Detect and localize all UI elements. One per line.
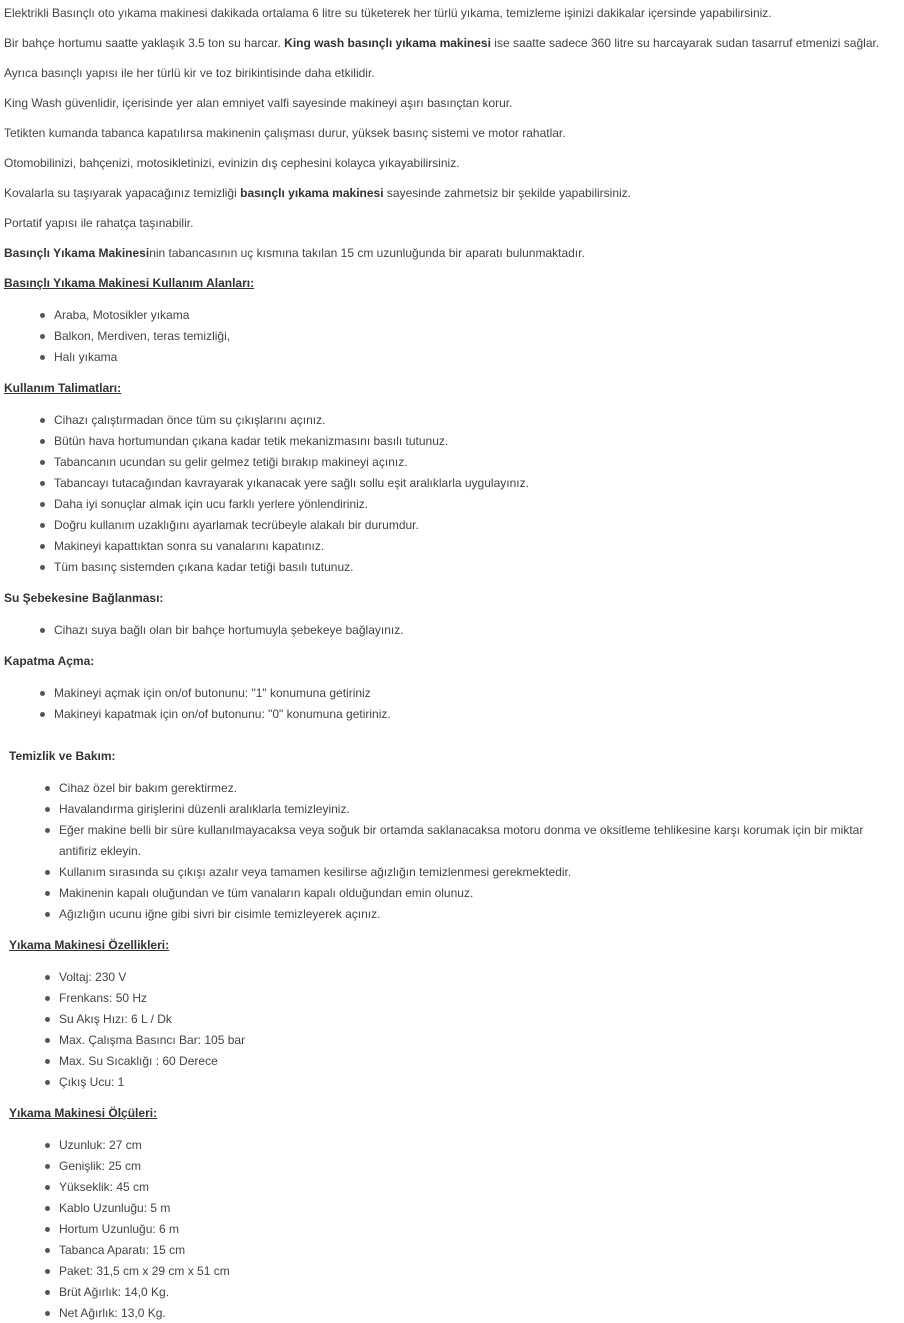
bullet-icon [45, 1269, 50, 1274]
intro-paragraph [4, 36, 879, 50]
bullet-icon [40, 628, 45, 633]
bullet-icon [45, 1059, 50, 1064]
list-item: Paket: 31,5 cm x 29 cm x 51 cm [59, 1264, 230, 1278]
bold-phrase: King wash basınçlı yıkama makinesi [284, 36, 491, 50]
list-item: Bütün hava hortumundan çıkana kadar tetik mekanizmasını basılı tutunuz. [54, 434, 449, 448]
bullet-icon [45, 912, 50, 917]
list-item: Voltaj: 230 V [59, 970, 127, 984]
text-span: sayesinde zahmetsiz bir şekilde yapabilirsiniz. [386, 186, 631, 200]
bold-phrase: Basınçlı Yıkama Makinesi [4, 246, 150, 260]
intro-paragraph: Otomobilinizi, bahçenizi, motosikletinizi, evinizin dış cephesini kolayca yıkayabilirsiniz. [4, 156, 460, 170]
list-item: Havalandırma girişlerini düzenli aralıklarla temizleyiniz. [59, 802, 350, 816]
intro-paragraph: King Wash güvenlidir, içerisinde yer alan emniyet valfi sayesinde makineyi aşırı basınçtan korur. [4, 96, 513, 110]
text-span: ise saatte sadece 360 litre su harcayarak sudan tasarruf etmenizi sağlar. [494, 36, 880, 50]
bold-phrase: basınçlı yıkama makinesi [240, 186, 384, 200]
list-item: Net Ağırlık: 13,0 Kg. [59, 1306, 166, 1320]
list-item: antifiriz ekleyin. [59, 844, 142, 858]
intro-paragraph [4, 186, 631, 200]
text-span: Bir bahçe hortumu saatte yaklaşık 3.5 ton su harcar. [4, 36, 281, 50]
bullet-icon [40, 313, 45, 318]
bullet-icon [45, 870, 50, 875]
intro-paragraph [4, 246, 585, 260]
list-item: Yükseklik: 45 cm [59, 1180, 150, 1194]
list-item: Uzunluk: 27 cm [59, 1138, 142, 1152]
list-item: Genişlik: 25 cm [59, 1159, 142, 1173]
list-item: Hortum Uzunluğu: 6 m [59, 1222, 180, 1236]
intro-paragraph: Elektrikli Basınçlı oto yıkama makinesi dakikada ortalama 6 litre su tüketerek her türlü yıkama, temizleme işinizi dakikalar içersinde yapabilirsiniz. [4, 6, 772, 20]
bullet-icon [40, 544, 45, 549]
list-item: Kullanım sırasında su çıkışı azalır veya tamamen kesilirse ağızlığın temizlenmesi gerekmektedir. [59, 865, 572, 879]
list-item: Makineyi açmak için on/of butonunu: "1" konumuna getiriniz [54, 686, 371, 700]
list-item: Halı yıkama [54, 350, 118, 364]
bullet-icon [45, 786, 50, 791]
bullet-icon [40, 355, 45, 360]
list-item: Brüt Ağırlık: 14,0 Kg. [59, 1285, 170, 1299]
bullet-icon [45, 828, 50, 833]
bullet-icon [40, 712, 45, 717]
list-item: Cihazı çalıştırmadan önce tüm su çıkışlarını açınız. [54, 413, 326, 427]
list-item: Tabanca Aparatı: 15 cm [59, 1243, 186, 1257]
bullet-icon [40, 523, 45, 528]
section-heading-instructions: Kullanım Talimatları: [4, 381, 122, 395]
bullet-icon [45, 1017, 50, 1022]
bullet-icon [40, 691, 45, 696]
list-item: Makineyi kapatmak için on/of butonunu: "0" konumuna getiriniz. [54, 707, 391, 721]
list-item: Daha iyi sonuçlar almak için ucu farklı yerlere yönlendiriniz. [54, 497, 369, 511]
bullet-icon [45, 1164, 50, 1169]
bullet-icon [40, 460, 45, 465]
list-item: Cihaz özel bir bakım gerektirmez. [59, 781, 238, 795]
bullet-icon [45, 1080, 50, 1085]
list-item: Çıkış Ucu: 1 [59, 1075, 125, 1089]
bullet-icon [45, 1290, 50, 1295]
list-item: Max. Su Sıcaklığı : 60 Derece [59, 1054, 218, 1068]
list-item: Araba, Motosikler yıkama [54, 308, 190, 322]
bullet-icon [45, 1185, 50, 1190]
bullet-icon [45, 975, 50, 980]
section-heading-dimensions: Yıkama Makinesi Ölçüleri: [9, 1106, 158, 1120]
section-heading-maintenance: Temizlik ve Bakım: [9, 749, 116, 763]
list-item: Frenkans: 50 Hz [59, 991, 148, 1005]
section-heading-usage-areas: Basınçlı Yıkama Makinesi Kullanım Alanları: [4, 276, 255, 290]
bullet-icon [45, 1227, 50, 1232]
intro-paragraph: Tetikten kumanda tabanca kapatılırsa makinenin çalışması durur, yüksek basınç sistemi ve motor rahatlar. [4, 126, 566, 140]
list-item: Balkon, Merdiven, teras temizliği, [54, 329, 231, 343]
bullet-icon [45, 807, 50, 812]
bullet-icon [45, 1038, 50, 1043]
intro-paragraph: Ayrıca basınçlı yapısı ile her türlü kir ve toz birikintisinde daha etkilidir. [4, 66, 375, 80]
bullet-icon [40, 418, 45, 423]
section-heading-water-connection: Su Şebekesine Bağlanması: [4, 591, 164, 605]
bullet-icon [40, 565, 45, 570]
bullet-icon [45, 891, 50, 896]
list-item: Doğru kullanım uzaklığını ayarlamak tecrübeyle alakalı bir durumdur. [54, 518, 419, 532]
list-item: Eğer makine belli bir süre kullanılmayacaksa veya soğuk bir ortamda saklanacaksa motoru donma ve oksitleme tehlikesine karşı korumak için bir miktar [59, 823, 864, 837]
bullet-icon [40, 502, 45, 507]
list-item: Makinenin kapalı oluğundan ve tüm vanaların kapalı olduğundan emin olunuz. [59, 886, 474, 900]
bullet-icon [40, 334, 45, 339]
section-heading-on-off: Kapatma Açma: [4, 654, 95, 668]
bullet-icon [40, 439, 45, 444]
text-span: Kovalarla su taşıyarak yapacağınız temizliği [4, 186, 237, 200]
intro-paragraph: Portatif yapısı ile rahatça taşınabilir. [4, 216, 194, 230]
list-item: Su Akış Hızı: 6 L / Dk [59, 1012, 172, 1026]
bullet-icon [40, 481, 45, 486]
list-item: Ağızlığın ucunu iğne gibi sivri bir cisimle temizleyerek açınız. [59, 907, 381, 921]
list-item: Tabancanın ucundan su gelir gelmez tetiği bırakıp makineyi açınız. [54, 455, 408, 469]
bullet-icon [45, 1311, 50, 1316]
list-item: Tabancayı tutacağından kavrayarak yıkanacak yere sağlı sollu eşit aralıklarla uygulayınız. [54, 476, 529, 490]
section-heading-specs: Yıkama Makinesi Özellikleri: [9, 938, 170, 952]
text-span: nin tabancasının uç kısmına takılan 15 cm uzunluğunda bir aparatı bulunmaktadır. [149, 246, 585, 260]
list-item: Cihazı suya bağlı olan bir bahçe hortumuyla şebekeye bağlayınız. [54, 623, 404, 637]
list-item: Kablo Uzunluğu: 5 m [59, 1201, 171, 1215]
list-item: Max. Çalışma Basıncı Bar: 105 bar [59, 1033, 246, 1047]
bullet-icon [45, 1248, 50, 1253]
bullet-icon [45, 996, 50, 1001]
list-item: Makineyi kapattıktan sonra su vanalarını kapatınız. [54, 539, 325, 553]
list-item: Tüm basınç sistemden çıkana kadar tetiği basılı tutunuz. [54, 560, 354, 574]
bullet-icon [45, 1143, 50, 1148]
bullet-icon [45, 1206, 50, 1211]
